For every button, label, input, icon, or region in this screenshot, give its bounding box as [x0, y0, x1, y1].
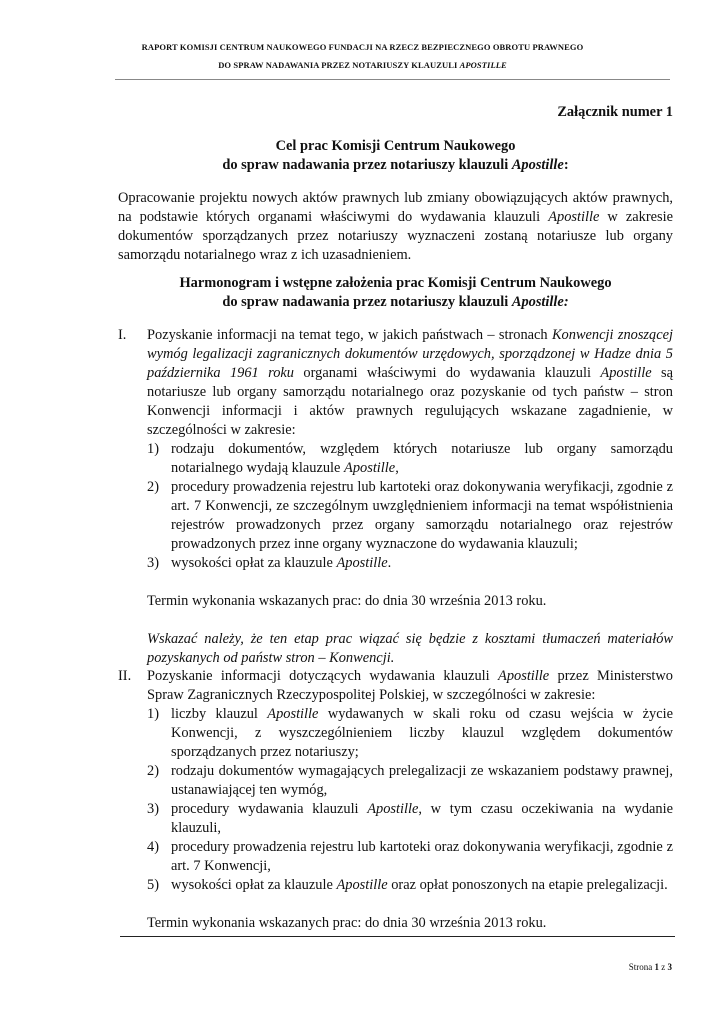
section-2-text-1: Pozyskanie informacji dotyczących wydawania klauzuli	[147, 668, 499, 684]
list-item	[147, 838, 673, 876]
running-header-line-2	[0, 60, 725, 70]
list-item-italic: Apostille	[267, 706, 319, 722]
list-item-text-end: ,	[395, 460, 399, 476]
goal-title-line-1: Cel prac Komisji Centrum Naukowego	[275, 138, 516, 154]
running-header-line-1	[0, 42, 725, 52]
list-item-number: 1)	[147, 441, 159, 457]
list-item-italic: Apostille	[367, 801, 419, 817]
section-2-italic-1: Apostille	[498, 668, 550, 684]
section-1-note	[147, 630, 673, 668]
attachment-label: Załącznik numer 1	[557, 104, 673, 120]
schedule-title-line-2	[118, 293, 673, 312]
list-item-number: 3)	[147, 801, 159, 817]
section-2-list	[147, 705, 673, 895]
section-2-body	[147, 667, 673, 933]
list-item-italic: Apostille	[336, 877, 388, 893]
list-item	[147, 440, 673, 478]
list-item-text-end: , w tym czasu oczekiwania na wydanie klauzuli,	[171, 801, 673, 836]
list-item-text: procedury prowadzenia rejestru lub kartoteki oraz dokonywania weryfikacji, zgodnie z art. 7 Konwencji,	[171, 839, 673, 874]
list-item	[147, 800, 673, 838]
section-1-text-1: Pozyskanie informacji na temat tego, w jakich państwach – stronach	[147, 327, 552, 343]
list-item	[147, 705, 673, 762]
section-1-italic-1: Konwencji znoszącej wymóg legalizacji zagranicznych dokumentów urzędowych, sporządzonej w Hadze dnia 5 października 1961 roku	[147, 327, 673, 381]
header-text-2: DO SPRAW NADAWANIA PRZEZ NOTARIUSZY KLAUZULI	[218, 60, 460, 70]
section-1-deadline: Termin wykonania wskazanych prac: do dnia 30 września 2013 roku.	[147, 593, 547, 609]
intro-italic: Apostille	[548, 209, 600, 225]
section-1-list	[147, 440, 673, 573]
list-item-text-end: .	[387, 555, 392, 571]
section-2	[118, 667, 673, 933]
footer-divider	[120, 936, 675, 937]
section-1-numeral: I.	[118, 327, 127, 343]
page-number	[629, 962, 672, 972]
section-1-note-italic: Wskazać należy, że ten etap prac wiązać się będzie z kosztami tłumaczeń materiałów pozyskanych od państw stron – Konwencji.	[147, 631, 673, 666]
list-item-number: 4)	[147, 839, 159, 855]
schedule-title-line-2-text: do spraw nadawania przez notariuszy klauzuli	[222, 294, 512, 310]
goal-title-line-2	[118, 156, 673, 175]
list-item	[147, 876, 673, 895]
goal-title	[118, 137, 673, 175]
intro-text-1: Opracowanie projektu nowych aktów prawnych lub zmiany obowiązujących aktów prawnych, na podstawie których organami właściwymi do wydawania klauzuli	[118, 190, 673, 225]
list-item-text: rodzaju dokumentów wymagających prelegalizacji ze wskazaniem podstawy prawnej, ustanawiającej ten wymóg,	[171, 763, 673, 798]
list-item-number: 3)	[147, 555, 159, 571]
header-divider	[115, 79, 670, 80]
section-1-body	[147, 326, 673, 668]
section-1-text-3: są notariusze lub organy samorządu notarialnego oraz pozyskanie od tych państw – stron Konwencji informacji i aktów prawnych regulujących wskazane zagadnienie, w szczególności w zakresie:	[147, 365, 673, 438]
page-separator: z	[659, 962, 668, 972]
schedule-title-line-2-italic: Apostille:	[511, 294, 569, 310]
list-item-text: procedury wydawania klauzuli	[171, 801, 368, 817]
list-item-text-end: oraz opłat ponoszonych na etapie prelegalizacji.	[387, 877, 668, 893]
list-item-text: rodzaju dokumentów, względem których notariusze lub organy samorządu notarialnego wydają klauzule	[171, 441, 673, 476]
schedule-title	[118, 274, 673, 312]
page-label: Strona	[628, 962, 655, 972]
section-2-deadline: Termin wykonania wskazanych prac: do dnia 30 września 2013 roku.	[147, 915, 547, 931]
list-item-number: 2)	[147, 479, 159, 495]
section-1-intro	[147, 326, 673, 440]
page-total: 3	[667, 962, 672, 972]
list-item-number: 5)	[147, 877, 159, 893]
list-item-text-end: wydawanych w skali roku od czasu wejścia w życie Konwencji, z wyszczególnieniem liczby klauzul względem dokumentów sporządzanych przez notariuszy;	[171, 706, 673, 760]
section-2-numeral: II.	[118, 668, 132, 684]
list-item	[147, 478, 673, 554]
list-item	[147, 762, 673, 800]
section-1	[118, 326, 673, 668]
goal-title-line-2-text: do spraw nadawania przez notariuszy klauzuli	[222, 157, 512, 173]
header-text-1: RAPORT KOMISJI CENTRUM NAUKOWEGO FUNDACJI NA RZECZ BEZPIECZNEGO OBROTU PRAWNEGO	[141, 42, 584, 52]
list-item-text: procedury prowadzenia rejestru lub kartoteki oraz dokonywania weryfikacji, zgodnie z art. 7 Konwencji, ze szczególnym uwzględnieniem informacji na temat współistnienia rejestrów prowadzonych przez organy samorządu notarialnego oraz rejestrów prowadzonych przez inne organy wyznaczone do wydawania klauzuli;	[171, 479, 673, 552]
list-item-italic: Apostille	[336, 555, 388, 571]
header-text-2-italic: APOSTILLE	[459, 60, 507, 70]
intro-paragraph	[118, 189, 673, 265]
section-1-italic-2: Apostille	[600, 365, 652, 381]
section-2-intro	[147, 667, 673, 705]
intro-text-2: w zakresie dokumentów sporządzanych przez notariuszy wyznaczeni zostaną notariusze lub organy samorządu notarialnego wraz z ich uzasadnieniem.	[118, 209, 674, 263]
list-item-number: 1)	[147, 706, 159, 722]
goal-title-line-2-italic: Apostille	[511, 157, 564, 173]
section-2-text-2: przez Ministerstwo Spraw Zagranicznych Rzeczypospolitej Polskiej, w szczególności w zakresie:	[147, 668, 673, 703]
list-item-text: liczby klauzul	[171, 706, 268, 722]
page-current: 1	[654, 962, 659, 972]
list-item	[147, 554, 673, 573]
list-item-text: wysokości opłat za klauzule	[171, 877, 337, 893]
schedule-title-line-1: Harmonogram i wstępne założenia prac Komisji Centrum Naukowego	[179, 275, 612, 291]
section-1-text-2: organami właściwymi do wydawania klauzuli	[294, 365, 601, 381]
goal-title-line-2-colon: :	[563, 157, 569, 173]
list-item-italic: Apostille	[344, 460, 396, 476]
list-item-text: wysokości opłat za klauzule	[171, 555, 337, 571]
list-item-number: 2)	[147, 763, 159, 779]
